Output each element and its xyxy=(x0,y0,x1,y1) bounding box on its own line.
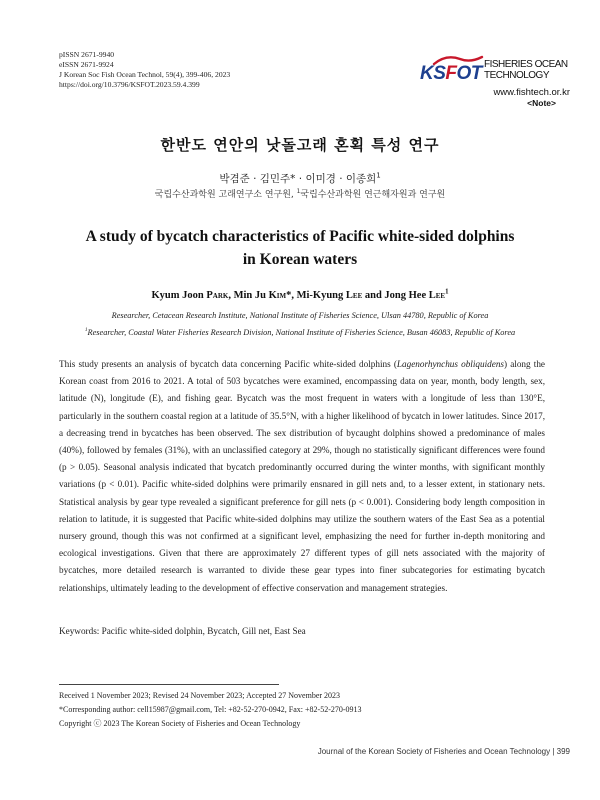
affiliation-korean: 국립수산과학원 고래연구소 연구원, $^1$국립수산과학원 연근해자원과 연구원 xyxy=(154,189,446,200)
logo-line1: FISHERIES OCEAN xyxy=(484,59,568,70)
affiliation-english-line2: $^1$Researcher, Coastal Water Fisheries Research Division, National Institute of Fisheries Science, Busan 46083, Republic of Korea xyxy=(84,327,516,337)
title-english xyxy=(40,225,560,271)
copyright: Copyright ⓒ 2023 The Korean Society of Fisheries and Ocean Technology xyxy=(59,719,301,728)
footnote-divider xyxy=(59,684,279,685)
logo-side-text xyxy=(484,60,568,81)
article-type: <Note> xyxy=(527,98,556,108)
title-korean: 한반도 연안의 낫돌고래 혼획 특성 연구 xyxy=(160,136,440,154)
authors-english: Kyum Joon Park, Min Ju Kim*, Mi-Kyung Lee and Jong Hee Lee$^1$ xyxy=(151,288,449,301)
keywords: Keywords: Pacific white-sided dolphin, Bycatch, Gill net, East Sea xyxy=(59,626,306,636)
corresponding-author: *Corresponding author: cell15987@gmail.com, Tel: +82-52-270-0942, Fax: +82-52-270-0913 xyxy=(59,705,362,714)
journal-metadata xyxy=(59,50,299,90)
received-dates: Received 1 November 2023; Revised 24 November 2023; Accepted 27 November 2023 xyxy=(59,691,341,700)
logo-wordmark: KSFOT xyxy=(420,63,482,84)
footnotes xyxy=(59,689,362,731)
species-name: Lagenorhynchus obliquidens xyxy=(396,359,504,369)
eissn: eISSN 2671-9924 xyxy=(59,60,114,69)
title-english-line2: in Korean waters xyxy=(242,251,358,268)
pissn: pISSN 2671-9940 xyxy=(59,50,115,59)
website-link[interactable]: www.fishtech.or.kr xyxy=(493,87,570,98)
logo-line2: TECHNOLOGY xyxy=(484,69,550,81)
journal-website xyxy=(493,87,570,109)
page-footer: Journal of the Korean Society of Fisheries and Ocean Technology | 399 xyxy=(317,747,570,756)
authors-korean: 박겸준 · 김민주* · 이미경 · 이종희$^1$ xyxy=(219,171,381,185)
citation: J Korean Soc Fish Ocean Technol, 59(4), 399-406, 2023 xyxy=(59,70,231,79)
affiliation-english xyxy=(40,307,560,341)
title-english-line1: A study of bycatch characteristics of Pacific white-sided dolphins xyxy=(85,228,515,245)
abstract: This study presents an analysis of bycatch data concerning Pacific white-sided dolphins (Lagenorhynchus obliquidens) along the Korean coast from 2016 to 2021. A total of 503 bycatches were examined, encompassing data on year, month, body length, sex, latitude (N), longitude (E), and fishing gear. Bycatch was the most frequent in waters with a longitude of less than 130°E, particularly in the southern coastal region at a latitude of 35.5°N, with a higher likelihood of bycatch in lower latitudes. Since 2017, a decreasing trend in bycatches has been observed. The sex distribution of bycaught dolphins showed a predominance of males (40%), followed by females (31%), with an unclassified category at 29%, though no statistically significant differences were found (p > 0.05). Seasonal analysis indicated that bycatch predominantly occurred during the winter months, with significant monthly variations (p < 0.01). Pacific white-sided dolphins were primarily ensnared in gill nets and, to a lesser extent, in stationary nets. Statistical analysis by gear type revealed a significant preference for gill nets (p < 0.001). Considering body length composition in relation to latitude, it is suggested that Pacific white-sided dolphins may utilize the southern waters of the East Sea as a potential nursery ground, though this was not confirmed at a significant level, emphasizing the need for further in-depth monitoring and ecological investigations. Given that there are approximately 27 different types of gill nets associated with the majority of bycatches, more detailed research is warranted to divide these gear types into finer subcategories for estimating bycatch relationships, ultimately leading to the development of effective conservation and management strategies. xyxy=(59,359,546,593)
affiliation-english-line1: Researcher, Cetacean Research Institute, National Institute of Fisheries Science, Ulsan 44780, Republic of Korea xyxy=(111,311,489,320)
doi-link[interactable]: https://doi.org/10.3796/KSFOT.2023.59.4.399 xyxy=(59,80,200,89)
